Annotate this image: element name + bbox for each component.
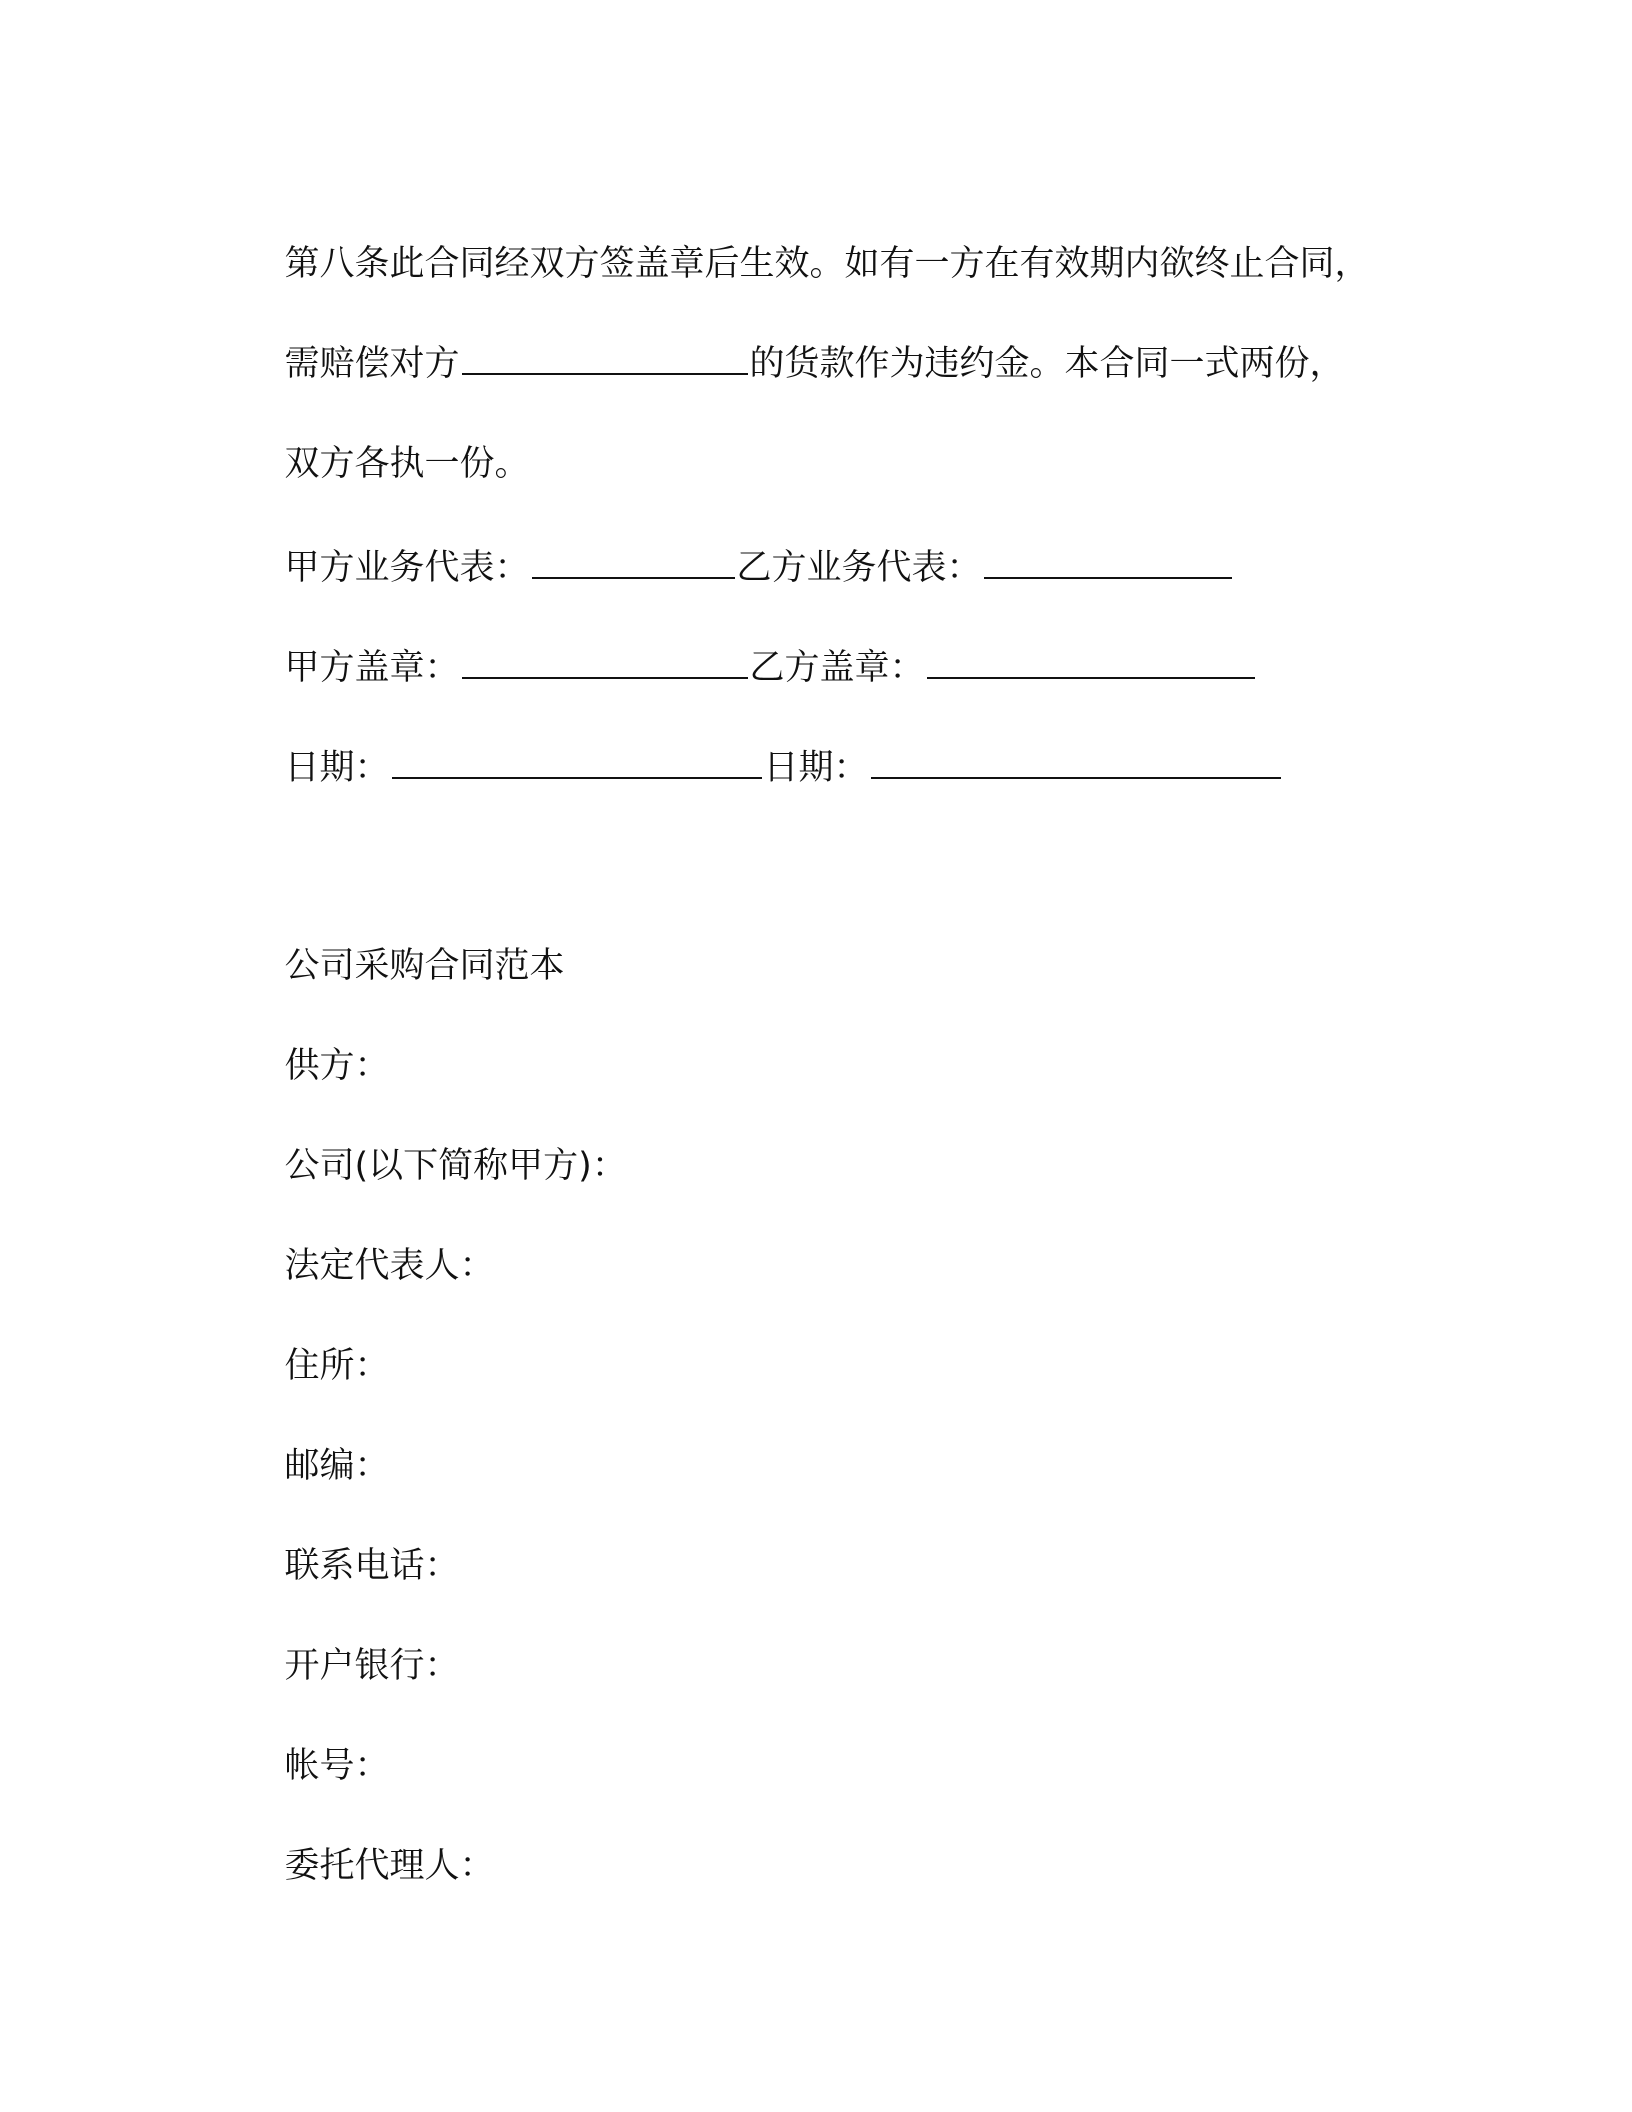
- dates-line: [240, 696, 1283, 840]
- penalty-amount-blank: [462, 343, 748, 375]
- field-label: 联系电话：: [284, 1546, 460, 1586]
- party-a-date-blank: [392, 747, 762, 779]
- party-a-date-label: 日期：: [284, 748, 390, 788]
- field-label: 开户银行：: [284, 1646, 460, 1686]
- field-label: 帐号：: [284, 1746, 390, 1786]
- party-a-seal-blank: [462, 647, 748, 679]
- contract-title-text: 公司采购合同范本: [284, 946, 565, 986]
- clause-8-text-end: 双方各执一份。: [284, 444, 530, 484]
- party-b-rep-blank: [984, 547, 1232, 579]
- field-agent: [240, 1794, 495, 1938]
- clause-8-text-after-blank: 的货款作为违约金。本合同一式两份，: [749, 344, 1345, 384]
- field-label: 邮编：: [284, 1446, 390, 1486]
- field-label: 委托代理人：: [284, 1846, 495, 1886]
- field-label: 法定代表人：: [284, 1246, 495, 1286]
- party-b-seal-blank: [927, 647, 1255, 679]
- party-a-rep-blank: [532, 547, 735, 579]
- party-b-date-blank: [871, 747, 1281, 779]
- field-label: 住所：: [284, 1346, 390, 1386]
- clause-8-text: 第八条此合同经双方签盖章后生效。如有一方在有效期内欲终止合同，: [284, 244, 1370, 284]
- field-label: 供方：: [284, 1046, 390, 1086]
- party-a-seal-label: 甲方盖章：: [284, 648, 460, 688]
- party-b-rep-label: 乙方业务代表：: [736, 548, 982, 588]
- party-b-date-label: 日期：: [763, 748, 869, 788]
- field-label: 公司(以下简称甲方)：: [284, 1146, 627, 1186]
- clause-8-text-before-blank: 需赔偿对方: [284, 344, 460, 384]
- party-b-seal-label: 乙方盖章：: [749, 648, 925, 688]
- party-a-rep-label: 甲方业务代表：: [284, 548, 530, 588]
